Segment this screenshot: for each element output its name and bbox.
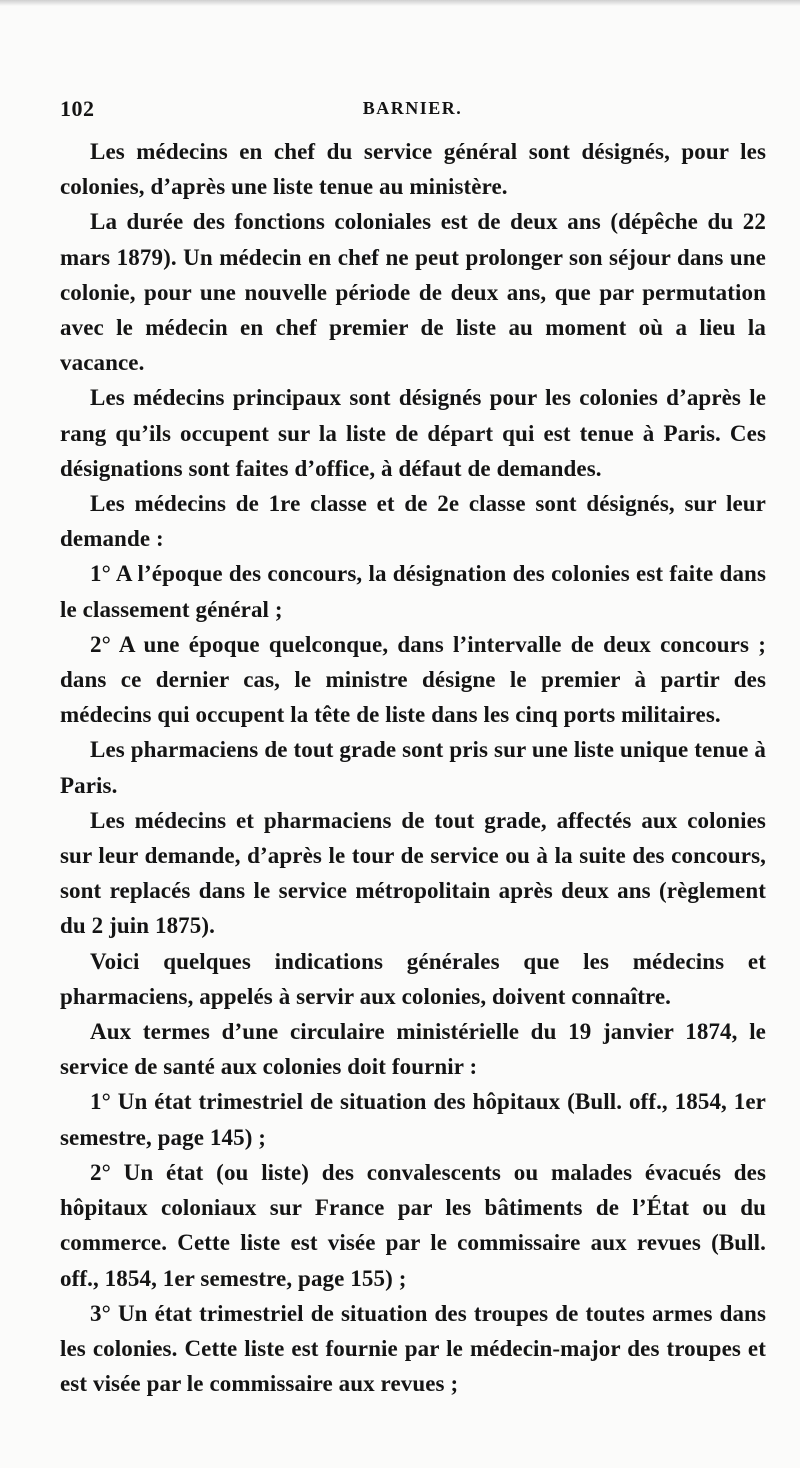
paragraph: Les médecins en chef du service général sont désignés, pour les colonies, d’après une liste tenue au ministère. (60, 139, 766, 200)
paragraph: Les pharmaciens de tout grade sont pris sur une liste unique tenue à Paris. (60, 737, 766, 798)
paragraph: Les médecins et pharmaciens de tout grade, affectés aux colonies sur leur demande, d’après le tour de service ou à la suite des concours, sont replacés dans le service métropolitain après deux ans (règlement du 2 juin 1875). (60, 807, 766, 939)
paragraph: Les médecins de 1re classe et de 2e classe sont désignés, sur leur demande : (60, 491, 766, 552)
page-top-edge (0, 0, 800, 6)
page-number: 102 (60, 96, 95, 121)
paragraph: La durée des fonctions coloniales est de deux ans (dépêche du 22 mars 1879). Un médecin en chef ne peut prolonger son séjour dans une colonie, pour une nouvelle période de deux ans, que par permutation avec le médecin en chef premier de liste au moment où a lieu la vacance. (60, 209, 766, 376)
paragraph: 2° A une époque quelconque, dans l’intervalle de deux concours ; dans ce dernier cas, le ministre désigne le premier à partir des médecins qui occupent la tête de liste dans les cinq ports militaires. (60, 631, 766, 728)
paragraph: 1° Un état trimestriel de situation des hôpitaux (Bull. off., 1854, 1er semestre, page 145) ; (60, 1089, 766, 1150)
paragraph: Les médecins principaux sont désignés pour les colonies d’après le rang qu’ils occupent sur la liste de départ qui est tenue à Paris. Ces désignations sont faites d’office, à défaut de demandes. (60, 385, 766, 481)
paragraph: 1° A l’époque des concours, la désignation des colonies est faite dans le classement général ; (60, 561, 766, 622)
paragraph: Voici quelques indications générales que les médecins et pharmaciens, appelés à servir aux colonies, doivent connaître. (60, 948, 766, 1009)
paragraph: Aux termes d’une circulaire ministérielle du 19 janvier 1874, le service de santé aux colonies doit fournir : (60, 1019, 766, 1080)
page-header (60, 96, 765, 130)
paragraph: 2° Un état (ou liste) des convalescents ou malades évacués des hôpitaux coloniaux sur France par les bâtiments de l’État ou du commerce. Cette liste est visée par le commissaire aux revues (Bull. off., 1854, 1er semestre, page 155) ; (60, 1159, 766, 1291)
body-text (60, 134, 766, 1401)
running-head: BARNIER. (362, 98, 463, 118)
paragraph: 3° Un état trimestriel de situation des troupes de toutes armes dans les colonies. Cette liste est fournie par le médecin-major des troupes et est visée par le commissaire aux revues ; (60, 1300, 766, 1397)
